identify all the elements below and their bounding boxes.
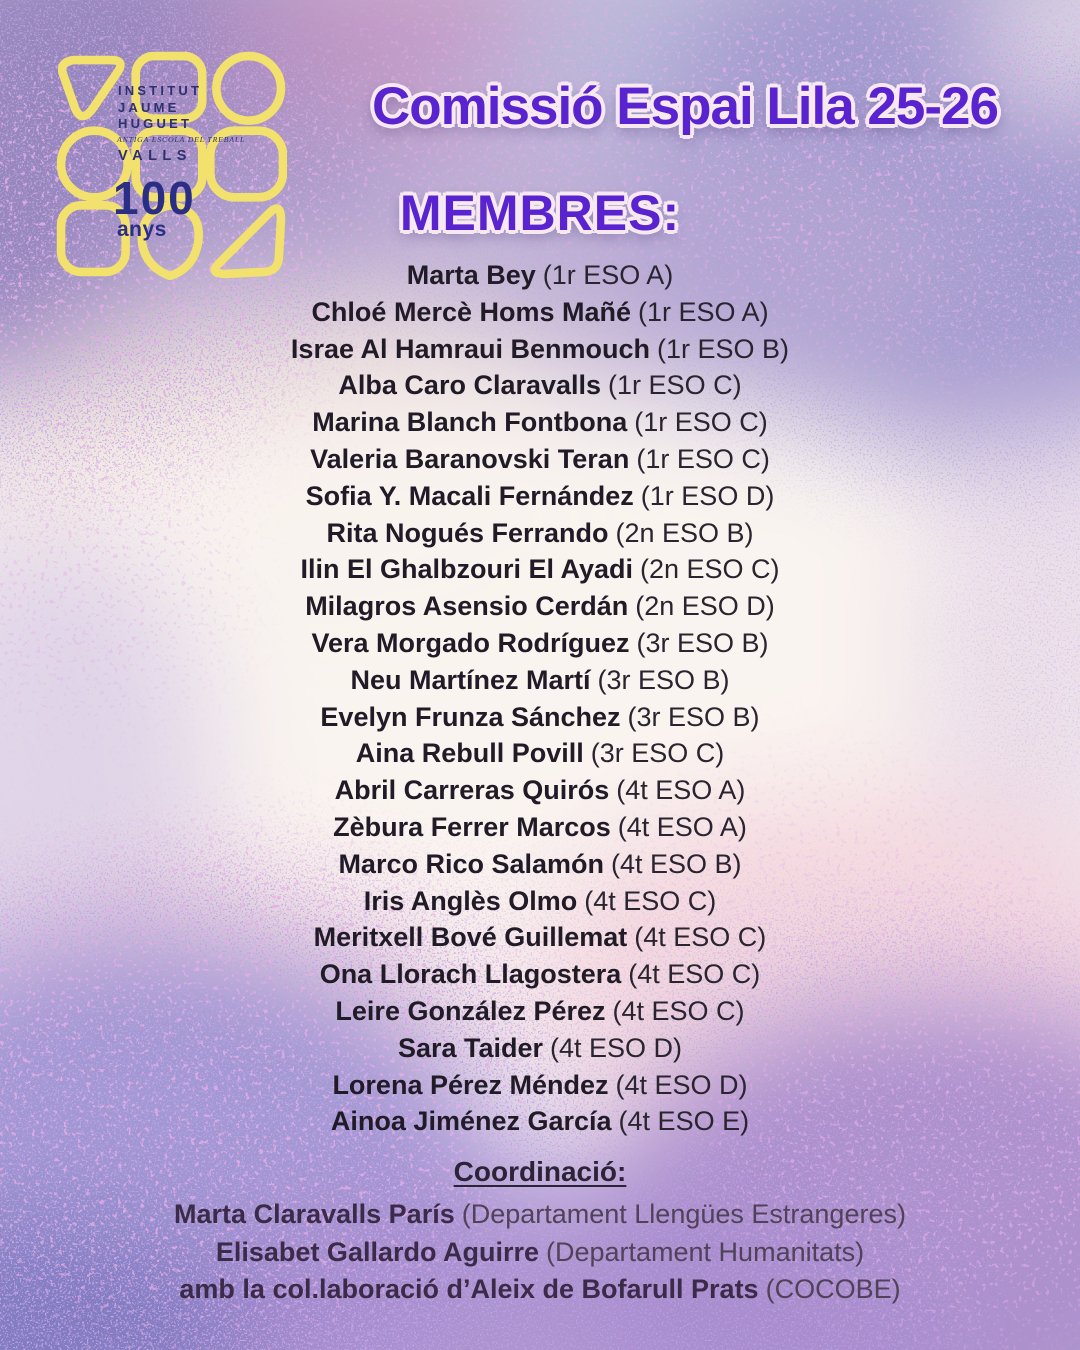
member-group: (4t ESO D): [615, 1069, 748, 1100]
member-group: (1r ESO A): [542, 260, 674, 290]
coordination-row: [0, 1271, 1080, 1309]
member-group: (2n ESO D): [635, 591, 775, 622]
member-group: (3r ESO B): [597, 664, 730, 695]
logo-line-institut: INSTITUT: [118, 83, 203, 98]
coordination-heading: Coordinació:: [453, 1156, 627, 1187]
member-group: (4t ESO C): [634, 922, 767, 953]
member-group: (1r ESO D): [640, 480, 775, 511]
member-group: (4t ESO C): [584, 885, 717, 916]
member-name: Aina Rebull Povill: [355, 738, 584, 769]
member-name: Abril Carreras Quirós: [334, 775, 610, 806]
member-group: (2n ESO B): [615, 517, 754, 548]
member-group: (2n ESO C): [640, 554, 780, 585]
member-group: (1r ESO C): [608, 370, 742, 401]
coordinator-detail: (Departament Humanitats): [545, 1236, 865, 1267]
member-name: Milagros Asensio Cerdán: [305, 591, 629, 622]
member-name: Chloé Mercè Homs Mañé: [311, 296, 632, 327]
member-group: (4t ESO C): [628, 959, 761, 990]
member-group: (1r ESO C): [634, 407, 768, 438]
member-row: [0, 441, 1080, 478]
member-group: (4t ESO A): [616, 775, 746, 806]
member-row: [0, 846, 1080, 883]
members-list: [0, 257, 1080, 1140]
logo-institution-name: [118, 83, 202, 133]
member-row: [0, 331, 1080, 368]
member-row: [0, 551, 1080, 588]
logo-line-jaume: JAUME: [118, 99, 180, 115]
member-name: Israe Al Hamraui Benmouch: [290, 333, 651, 364]
member-group: (4t ESO A): [617, 811, 747, 842]
member-name: Marta Bey: [406, 260, 536, 290]
member-row: [0, 956, 1080, 993]
member-row: [0, 919, 1080, 956]
school-logo: [55, 50, 287, 280]
coordination-list: [0, 1196, 1080, 1309]
logo-centenary-label: anys: [117, 218, 167, 241]
member-name: Meritxell Bové Guillemat: [313, 922, 628, 953]
member-row: [0, 294, 1080, 331]
coordinator-name: amb la col.laboració d’Aleix de Bofarull Prats: [179, 1274, 759, 1304]
member-group: (3r ESO C): [590, 738, 725, 769]
member-row: [0, 1067, 1080, 1104]
member-name: Valeria Baranovski Teran: [310, 443, 630, 474]
member-group: (3r ESO B): [627, 701, 760, 732]
member-group: (4t ESO D): [550, 1032, 683, 1063]
poster-title: Comissió Espai Lila 25-26: [372, 77, 998, 136]
member-row: [0, 883, 1080, 920]
member-row: [0, 367, 1080, 404]
member-group: (1r ESO C): [636, 443, 770, 474]
member-row: [0, 699, 1080, 736]
member-name: Neu Martínez Martí: [350, 664, 591, 695]
members-heading: MEMBRES:: [399, 185, 681, 241]
member-row: [0, 515, 1080, 552]
member-name: Ainoa Jiménez García: [330, 1106, 612, 1137]
member-name: Ona Llorach Llagostera: [319, 959, 622, 990]
coordination-row: [0, 1234, 1080, 1272]
member-row: [0, 588, 1080, 625]
coordinator-name: Elisabet Gallardo Aguirre: [215, 1236, 539, 1267]
member-name: Leire González Pérez: [335, 995, 606, 1026]
member-group: (1r ESO A): [638, 296, 769, 327]
member-name: Marina Blanch Fontbona: [312, 407, 628, 438]
member-group: (4t ESO B): [611, 848, 742, 879]
member-group: (3r ESO B): [636, 627, 769, 658]
member-row: [0, 1030, 1080, 1067]
member-row: [0, 662, 1080, 699]
coordinator-detail: (COCOBE): [765, 1274, 901, 1304]
logo-subtitle: ANTIGA ESCOLA DEL TREBALL: [117, 135, 246, 144]
member-row: [0, 735, 1080, 772]
member-group: (4t ESO E): [618, 1106, 750, 1137]
member-name: Vera Morgado Rodríguez: [311, 627, 630, 658]
member-group: (4t ESO C): [612, 995, 745, 1026]
member-name: Sofia Y. Macali Fernández: [305, 480, 634, 511]
member-name: Sara Taider: [397, 1032, 544, 1063]
member-name: Marco Rico Salamón: [338, 848, 605, 879]
coordinator-name: Marta Claravalls París: [174, 1199, 455, 1229]
member-name: Evelyn Frunza Sánchez: [320, 701, 621, 732]
member-name: Alba Caro Claravalls: [338, 370, 602, 401]
logo-centenary-number: 100: [113, 172, 196, 224]
member-row: [0, 993, 1080, 1030]
member-row: [0, 809, 1080, 846]
member-name: Lorena Pérez Méndez: [332, 1069, 609, 1100]
member-row: [0, 625, 1080, 662]
member-row: [0, 772, 1080, 809]
member-group: (1r ESO B): [657, 333, 790, 364]
member-name: Ilin El Ghalbzouri El Ayadi: [300, 554, 633, 585]
member-row: [0, 1103, 1080, 1140]
member-name: Rita Nogués Ferrando: [326, 517, 609, 548]
logo-city: VALLS: [118, 148, 192, 164]
logo-line-huguet: HUGUET: [118, 116, 193, 131]
member-name: Zèbura Ferrer Marcos: [333, 811, 611, 842]
member-row: [0, 404, 1080, 441]
member-row: [0, 478, 1080, 515]
member-name: Iris Anglès Olmo: [363, 885, 578, 916]
coordinator-detail: (Departament Llengües Estrangeres): [461, 1199, 906, 1229]
member-row: [0, 257, 1080, 294]
coordination-row: [0, 1196, 1080, 1234]
